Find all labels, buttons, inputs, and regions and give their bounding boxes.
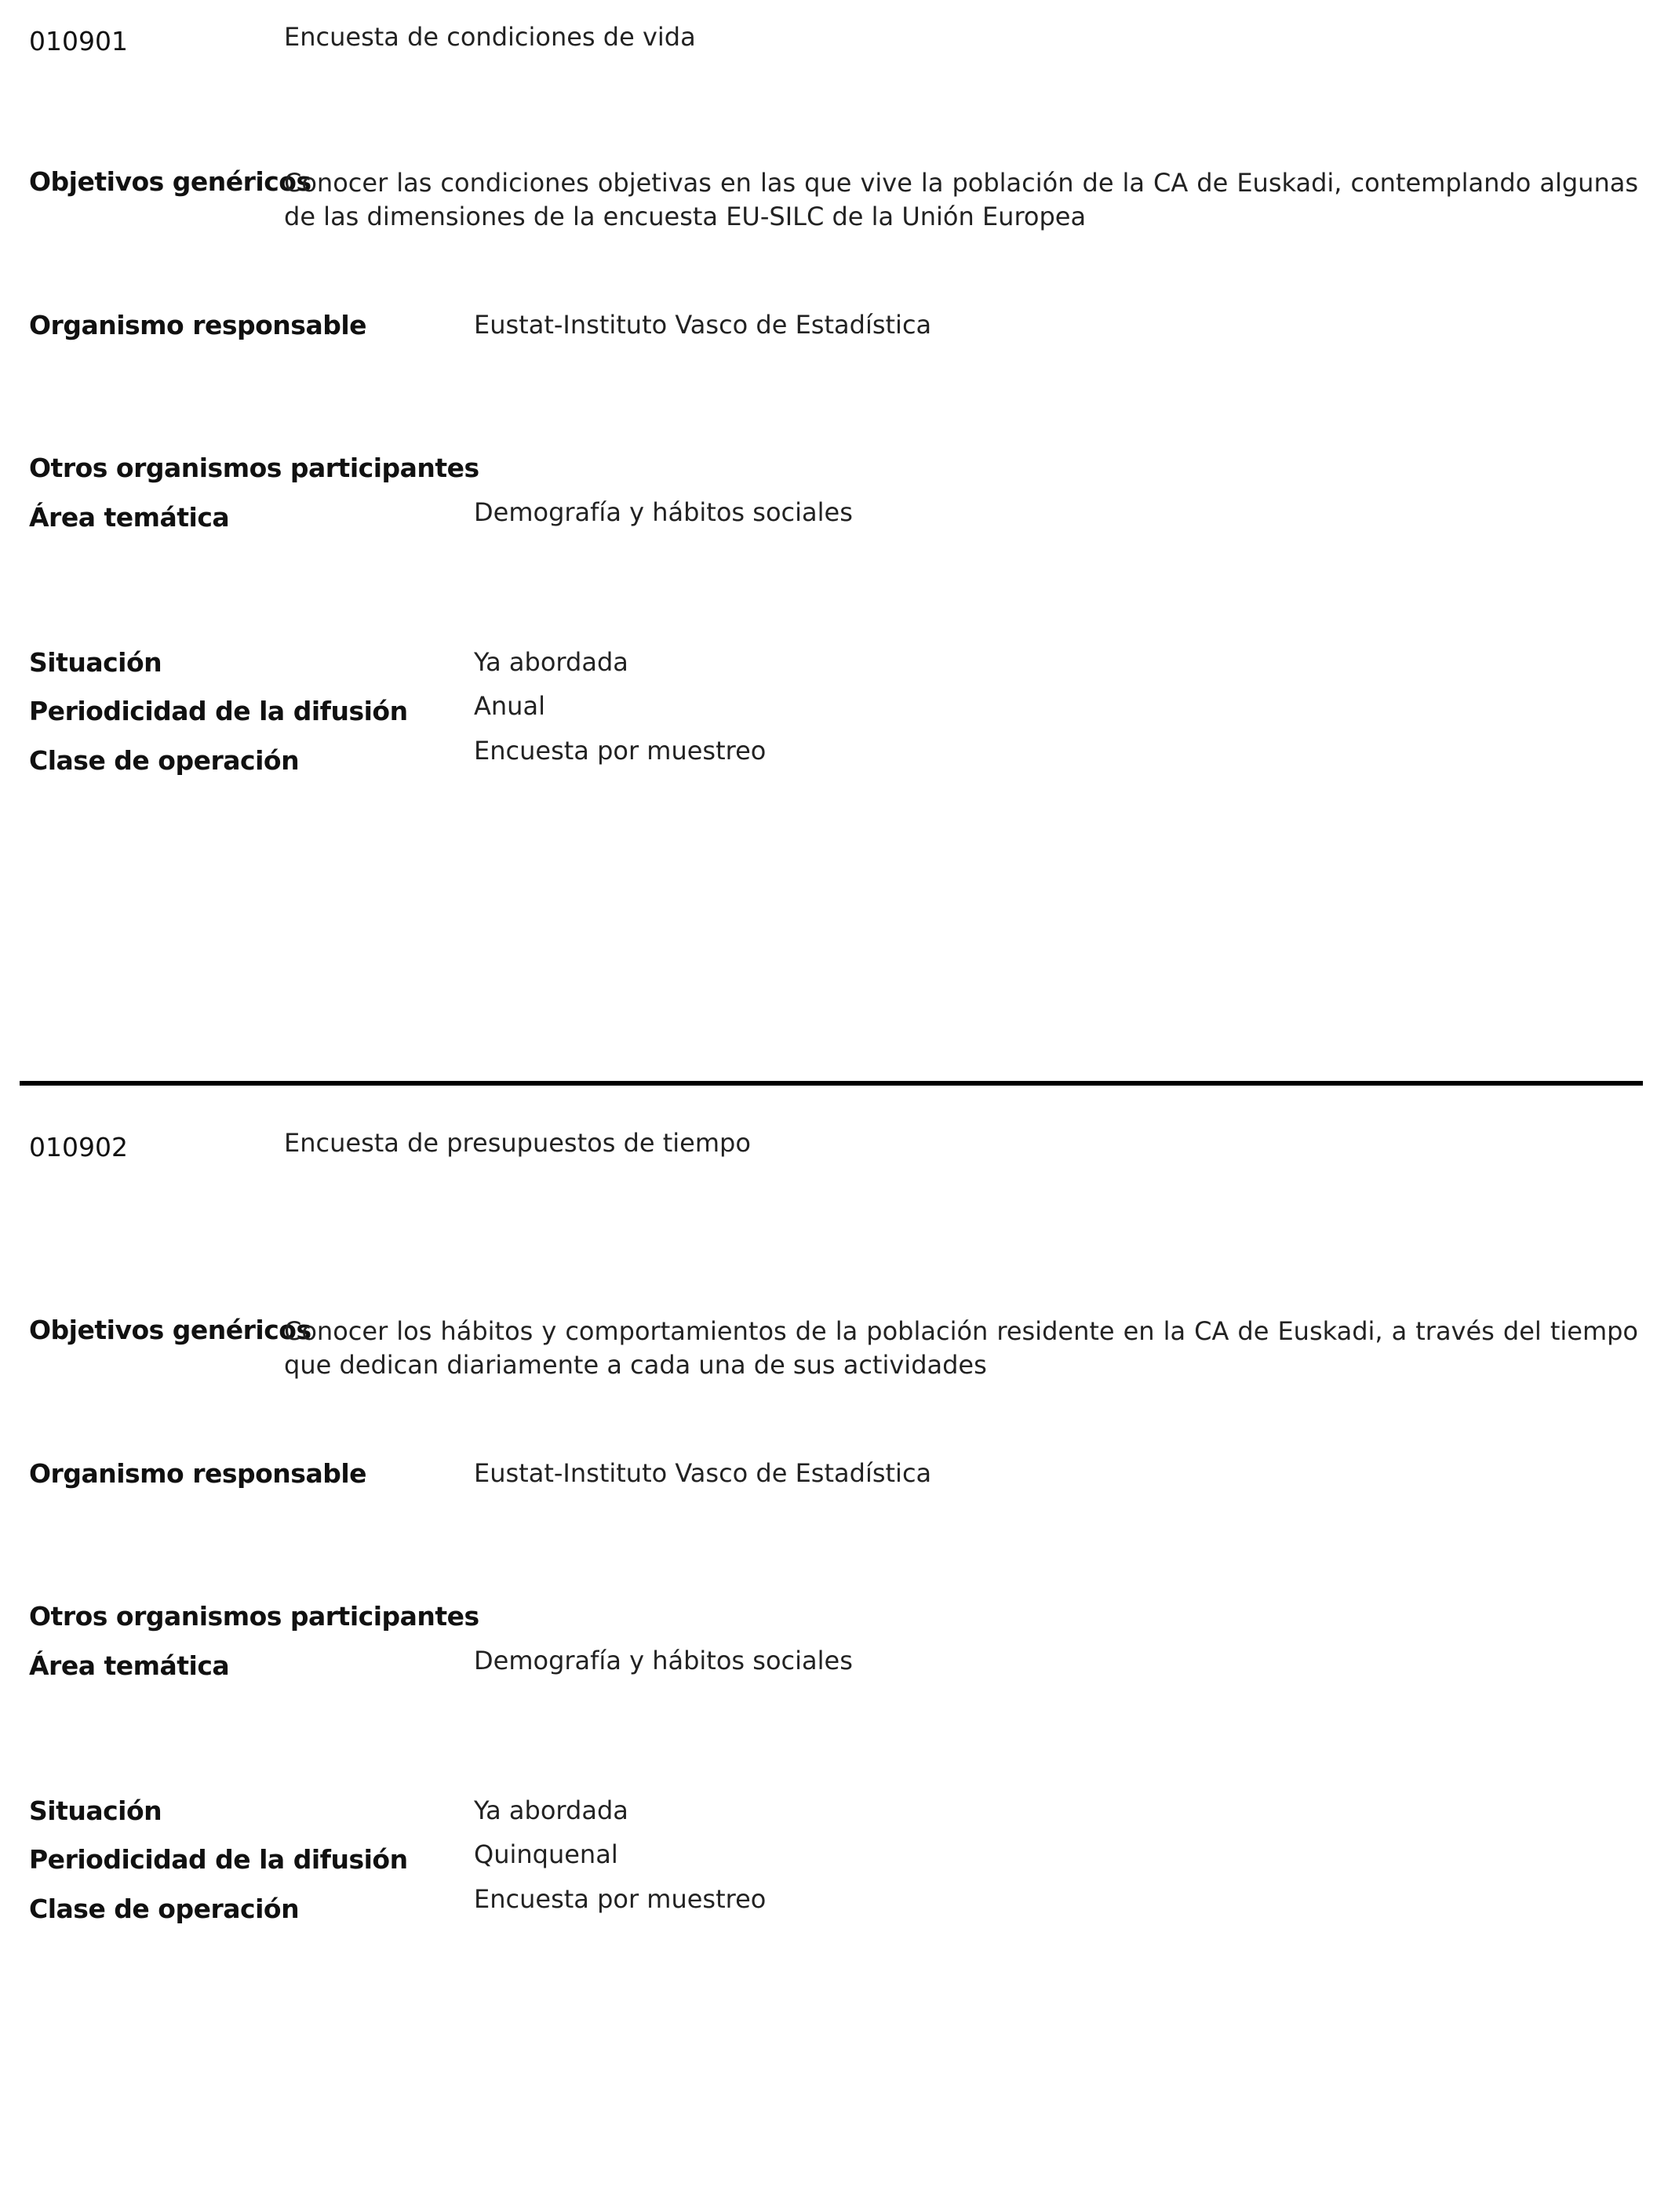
objetivos-label: Objetivos genéricos: [29, 166, 311, 197]
clase-value: Encuesta por muestreo: [474, 1884, 767, 1914]
situacion-value: Ya abordada: [474, 647, 628, 677]
otros-organismos-label: Otros organismos participantes: [29, 1601, 479, 1632]
periodicidad-value: Quinquenal: [474, 1839, 618, 1869]
objetivos-value: Conocer las condiciones objetivas en las que vive la población de la CA de Euskadi, contemplando algunas de las dimensiones de la encuesta EU-SILC de la Unión Europea: [284, 168, 1638, 231]
area-label: Área temática: [29, 1650, 230, 1681]
clase-label: Clase de operación: [29, 1894, 300, 1924]
situacion-label: Situación: [29, 647, 162, 678]
periodicidad-label: Periodicidad de la difusión: [29, 696, 408, 726]
area-label: Área temática: [29, 502, 230, 533]
organismo-label: Organismo responsable: [29, 310, 367, 340]
section-divider: [20, 1081, 1643, 1086]
area-value: Demografía y hábitos sociales: [474, 497, 853, 527]
organismo-label: Organismo responsable: [29, 1458, 367, 1489]
organismo-value: Eustat-Instituto Vasco de Estadística: [474, 1458, 932, 1488]
objetivos-value: Conocer los hábitos y comportamientos de la población residente en la CA de Euskadi, a través del tiempo que dedican diariamente a cada una de sus actividades: [284, 1316, 1638, 1380]
situacion-value: Ya abordada: [474, 1795, 628, 1825]
operation-block: [0, 1106, 1668, 2212]
periodicidad-value: Anual: [474, 691, 545, 721]
operation-code: 010901: [29, 26, 128, 56]
situacion-label: Situación: [29, 1795, 162, 1826]
periodicidad-label: Periodicidad de la difusión: [29, 1844, 408, 1875]
operation-code: 010902: [29, 1132, 128, 1162]
objetivos-label: Objetivos genéricos: [29, 1315, 311, 1345]
operation-title: Encuesta de condiciones de vida: [284, 22, 696, 52]
otros-organismos-label: Otros organismos participantes: [29, 453, 479, 483]
operation-title: Encuesta de presupuestos de tiempo: [284, 1128, 751, 1158]
organismo-value: Eustat-Instituto Vasco de Estadística: [474, 310, 932, 340]
clase-value: Encuesta por muestreo: [474, 736, 767, 766]
clase-label: Clase de operación: [29, 745, 300, 776]
area-value: Demografía y hábitos sociales: [474, 1646, 853, 1675]
